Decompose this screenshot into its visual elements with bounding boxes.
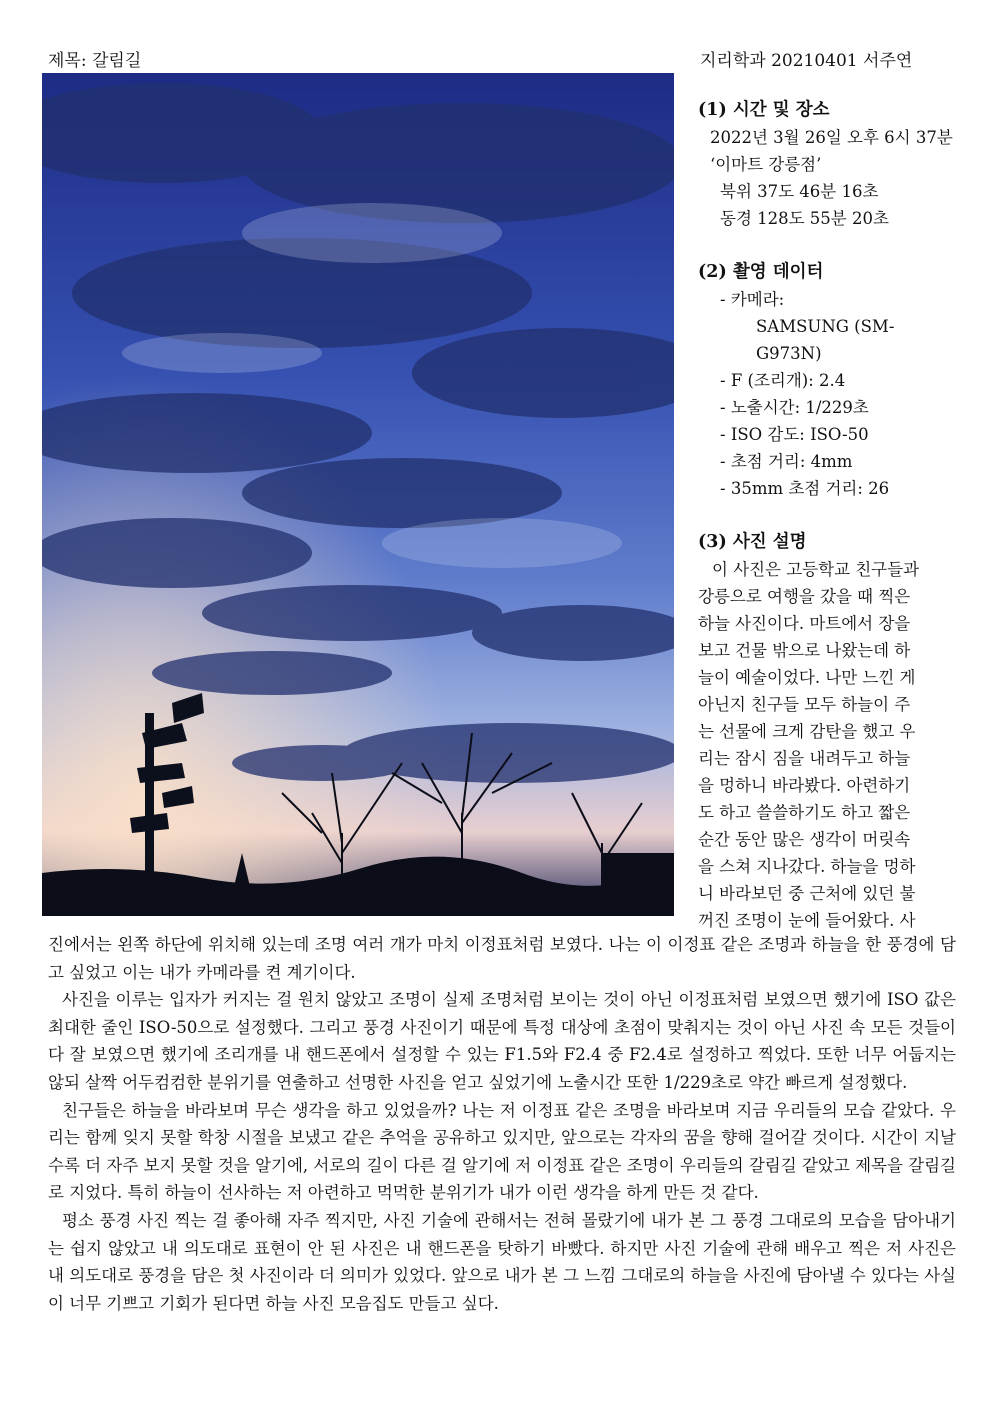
paragraph-4: 평소 풍경 사진 찍는 걸 좋아해 자주 찍지만, 사진 기술에 관해서는 전혀 몰랐기에 내가 본 그 풍경 그대로의 모습을 담아내기는 쉽지 않았고 내 의도대로 표현이 안 된 사진은 내 핸드폰을 탓하기 바빴다. 하지만 사진 기술에 관해 배우고 찍은 저 사진은 내 의도대로 풍경을 담은 첫 사진이라 더 의미가 있었다. 앞으로 내가 본 그 느낌 그대로의 하늘을 사진에 담아낼 수 있다는 사실이 너무 기쁘고 기회가 된다면 하늘 사진 모음집도 만들고 싶다. [48,1210,956,1313]
datetime: 2022년 3월 26일 오후 6시 37분 [710,128,953,147]
side-line: 하늘 사진이다. 마트에서 장을 [698,614,911,633]
section3-heading: (3) 사진 설명 [698,532,807,552]
side-line: 니 바라보던 중 근처에 있던 불 [698,884,916,903]
side-line: 순간 동안 많은 생각이 머릿속 [698,830,911,849]
side-line: 리는 잠시 짐을 내려두고 하늘 [698,749,911,768]
camera-label: - 카메라: [720,290,785,309]
side-line: 늘이 예술이었다. 나만 느낀 게 [698,668,916,687]
camera-value: SAMSUNG (SM-G973N) [756,317,895,363]
side-line: 아닌지 친구들 모두 하늘이 주 [698,695,911,714]
longitude: 동경 128도 55분 20초 [720,209,889,228]
paragraph-3: 친구들은 하늘을 바라보며 무슨 생각을 하고 있었을까? 나는 저 이정표 같은 조명을 바라보며 지금 우리들의 모습 같았다. 우리는 함께 잊지 못할 학창 시절을 보냈고 같은 추억을 공유하고 있지만, 앞으로는 각자의 꿈을 향해 걸어갈 것이다. 시간이 지날수록 더 자주 보지 못할 것을 알기에, 서로의 길이 다른 걸 알기에 저 이정표 같은 조명이 우리들의 갈림길 같았고 제목을 갈림길로 지었다. 특히 하늘이 선사하는 저 아련하고 먹먹한 분위기가 내가 이런 생각을 하게 만든 것 같다. [48,1100,956,1203]
exposure: - 노출시간: 1/229초 [720,398,869,417]
sky-photo-illustration [42,73,674,916]
side-line: 이 사진은 고등학교 친구들과 [712,560,920,579]
focal-length: - 초점 거리: 4mm [720,452,853,471]
side-line: 는 선물에 크게 감탄을 했고 우 [698,722,916,741]
side-line: 보고 건물 밖으로 나왔는데 하 [698,641,911,660]
focal-length-35mm: - 35mm 초점 거리: 26 [720,479,890,498]
fstop: - F (조리개): 2.4 [720,371,846,390]
sky-photo [42,73,674,916]
side-line: 을 스쳐 지나갔다. 하늘을 멍하 [698,857,916,876]
side-line: 꺼진 조명이 눈에 들어왔다. 사 [698,911,916,930]
author-info: 지리학과 20210401 서주연 [700,51,913,71]
place: ‘이마트 강릉점’ [710,155,822,174]
side-line: 도 하고 쓸쓸하기도 하고 짧은 [698,803,911,822]
document-title: 제목: 갈림길 [48,51,142,71]
info-sidebar [698,97,956,934]
side-line: 강릉으로 여행을 갔을 때 찍은 [698,587,911,606]
paragraph-2: 사진을 이루는 입자가 커지는 걸 원치 않았고 조명이 실제 조명처럼 보이는 것이 아닌 이정표처럼 보였으면 했기에 ISO 값은 최대한 줄인 ISO-50으로 설정했다. 그리고 풍경 사진이기 때문에 특정 대상에 초점이 맞춰지는 것이 아닌 사진 속 모든 것들이 다 잘 보였으면 했기에 조리개를 내 핸드폰에서 설정할 수 있는 F1.5와 F2.4 중 F2.4로 설정하고 찍었다. 또한 너무 어둡지는 않되 살짝 어두컴컴한 분위기를 연출하고 선명한 사진을 얻고 싶었기에 노출시간 또한 1/229초로 약간 빠르게 설정했다. [48,990,956,1092]
side-line: 을 멍하니 바라봤다. 아련하기 [698,776,911,795]
section1-heading: (1) 시간 및 장소 [698,100,830,120]
section2-heading: (2) 촬영 데이터 [698,262,824,282]
paragraph-1: 진에서는 왼쪽 하단에 위치해 있는데 조명 여러 개가 마치 이정표처럼 보였다. 나는 이 이정표 같은 조명과 하늘을 한 풍경에 담고 싶었고 이는 내가 카메라를 켠 계기이다. [48,935,956,982]
essay-body [48,931,956,1317]
iso: - ISO 감도: ISO-50 [720,425,869,444]
latitude: 북위 37도 46분 16초 [720,182,879,201]
